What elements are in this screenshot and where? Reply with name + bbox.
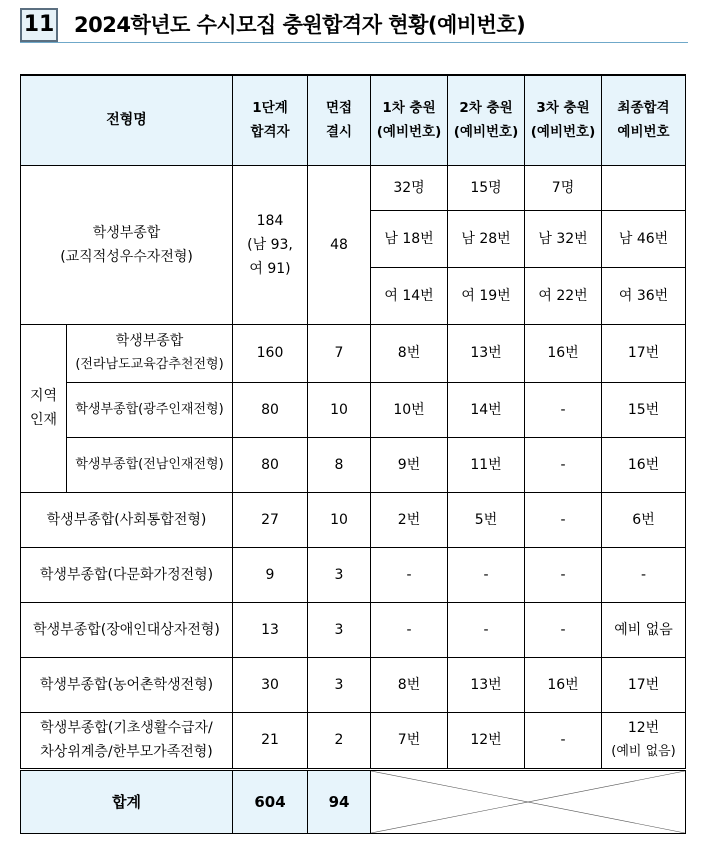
table-row [21,382,686,437]
page-title: 2024학년도 수시모집 충원합격자 현황(예비번호) [74,13,526,37]
row-name-line: (전라남도교육감추천전형) [75,357,224,372]
interview-cell: 10 [308,382,371,437]
round1-female: 여 14번 [371,267,448,324]
final-cell: 6번 [602,492,686,547]
total-interview: 94 [308,769,371,833]
stage1-cell: 160 [233,324,308,382]
round1-cell: 2번 [371,492,448,547]
final-cell: 16번 [602,437,686,492]
final-line: 12번 [627,720,660,736]
round1-cell: 7번 [371,712,448,769]
round3-count: 7명 [525,165,602,210]
header-round1-line1: 1차 충원 [382,100,436,117]
header-round1-line2: (예비번호) [376,124,442,141]
round2-count: 15명 [448,165,525,210]
total-stage1: 604 [233,769,308,833]
header-round3 [525,75,602,165]
round2-cell: - [448,547,525,602]
cross-out-mark [371,771,685,833]
stage1-cell: 21 [233,712,308,769]
row-name-line: 차상위계층/한부모가족전형) [40,744,213,760]
total-row [21,769,686,833]
header-interview-line2: 결시 [325,124,353,141]
round2-cell: 11번 [448,437,525,492]
round3-female: 여 22번 [525,267,602,324]
round3-cell: - [525,602,602,657]
row-name-jeonnam: 학생부종합(전남인재전형) [67,437,233,492]
stage1-male: (남 93, [247,236,293,253]
round1-cell: 10번 [371,382,448,437]
round2-male: 남 28번 [448,210,525,267]
round1-cell: - [371,547,448,602]
round3-cell: - [525,437,602,492]
header-round2-line1: 2차 충원 [459,100,513,117]
final-cell: 예비 없음 [602,602,686,657]
round1-male: 남 18번 [371,210,448,267]
round3-cell: 16번 [525,324,602,382]
interview-cell: 48 [308,165,371,324]
final-cell: 17번 [602,657,686,712]
row-name-kyojik [21,165,233,324]
round1-cell: - [371,602,448,657]
table-row [21,547,686,602]
round2-cell: 13번 [448,657,525,712]
row-name-line: 학생부종합 [115,333,184,349]
header-interview [308,75,371,165]
table-row [21,657,686,712]
header-round3-line1: 3차 충원 [536,100,590,117]
region-group-line: 지역 [29,388,58,404]
stage1-cell: 80 [233,437,308,492]
round3-cell: 16번 [525,657,602,712]
table-row [21,492,686,547]
stage1-total: 184 [256,212,284,229]
stage1-cell: 9 [233,547,308,602]
final-line: (예비 없음) [611,744,676,759]
round1-cell: 9번 [371,437,448,492]
final-cell [602,712,686,769]
interview-cell: 3 [308,657,371,712]
header-round1 [371,75,448,165]
round2-cell: 13번 [448,324,525,382]
round2-cell: 5번 [448,492,525,547]
round2-cell: 12번 [448,712,525,769]
stage1-cell: 30 [233,657,308,712]
header-round2 [448,75,525,165]
row-name-jeonnam-edu [67,324,233,382]
interview-cell: 8 [308,437,371,492]
row-name-basic [21,712,233,769]
title-bar [20,8,688,43]
row-name-gwangju: 학생부종합(광주인재전형) [67,382,233,437]
round3-cell: - [525,382,602,437]
round1-cell: 8번 [371,324,448,382]
header-round3-line2: (예비번호) [530,124,596,141]
header-program: 전형명 [21,75,233,165]
region-group-label [21,324,67,492]
table-row [21,437,686,492]
round3-cell: - [525,712,602,769]
stage1-cell: 80 [233,382,308,437]
stage1-cell: 13 [233,602,308,657]
header-round2-line2: (예비번호) [453,124,519,141]
interview-cell: 3 [308,602,371,657]
final-cell: - [602,547,686,602]
final-cell: 17번 [602,324,686,382]
stage1-cell [233,165,308,324]
header-interview-line1: 면접 [325,100,353,117]
header-final [602,75,686,165]
row-name-disabled: 학생부종합(장애인대상자전형) [21,602,233,657]
table-row [21,165,686,210]
header-stage1-line1: 1단계 [252,100,288,117]
interview-cell: 3 [308,547,371,602]
header-row [21,75,686,165]
interview-cell: 2 [308,712,371,769]
admission-table [20,74,686,834]
total-empty-cell [371,769,686,833]
region-group-line: 인재 [29,412,58,428]
round2-cell: - [448,602,525,657]
round1-count: 32명 [371,165,448,210]
table-row [21,712,686,769]
table-row [21,602,686,657]
round2-cell: 14번 [448,382,525,437]
final-male: 남 46번 [602,210,686,267]
round2-female: 여 19번 [448,267,525,324]
interview-cell: 10 [308,492,371,547]
header-stage1 [233,75,308,165]
section-number: 11 [20,8,58,42]
final-cell: 15번 [602,382,686,437]
row-name-line: 학생부종합(기초생활수급자/ [40,720,213,736]
final-female: 여 36번 [602,267,686,324]
stage1-cell: 27 [233,492,308,547]
round3-cell: - [525,547,602,602]
row-name-multicultural: 학생부종합(다문화가정전형) [21,547,233,602]
round1-cell: 8번 [371,657,448,712]
stage1-female: 여 91) [249,260,291,277]
row-name-line: (교직적성우수자전형) [60,248,193,265]
row-name-line: 학생부종합 [92,224,161,241]
row-name-rural: 학생부종합(농어촌학생전형) [21,657,233,712]
interview-cell: 7 [308,324,371,382]
total-label: 합계 [21,769,233,833]
header-final-line1: 최종합격 [617,100,670,117]
final-count [602,165,686,210]
header-final-line2: 예비번호 [617,124,670,141]
header-stage1-line2: 합격자 [250,124,290,141]
row-name-social: 학생부종합(사회통합전형) [21,492,233,547]
round3-cell: - [525,492,602,547]
round3-male: 남 32번 [525,210,602,267]
table-row [21,324,686,382]
